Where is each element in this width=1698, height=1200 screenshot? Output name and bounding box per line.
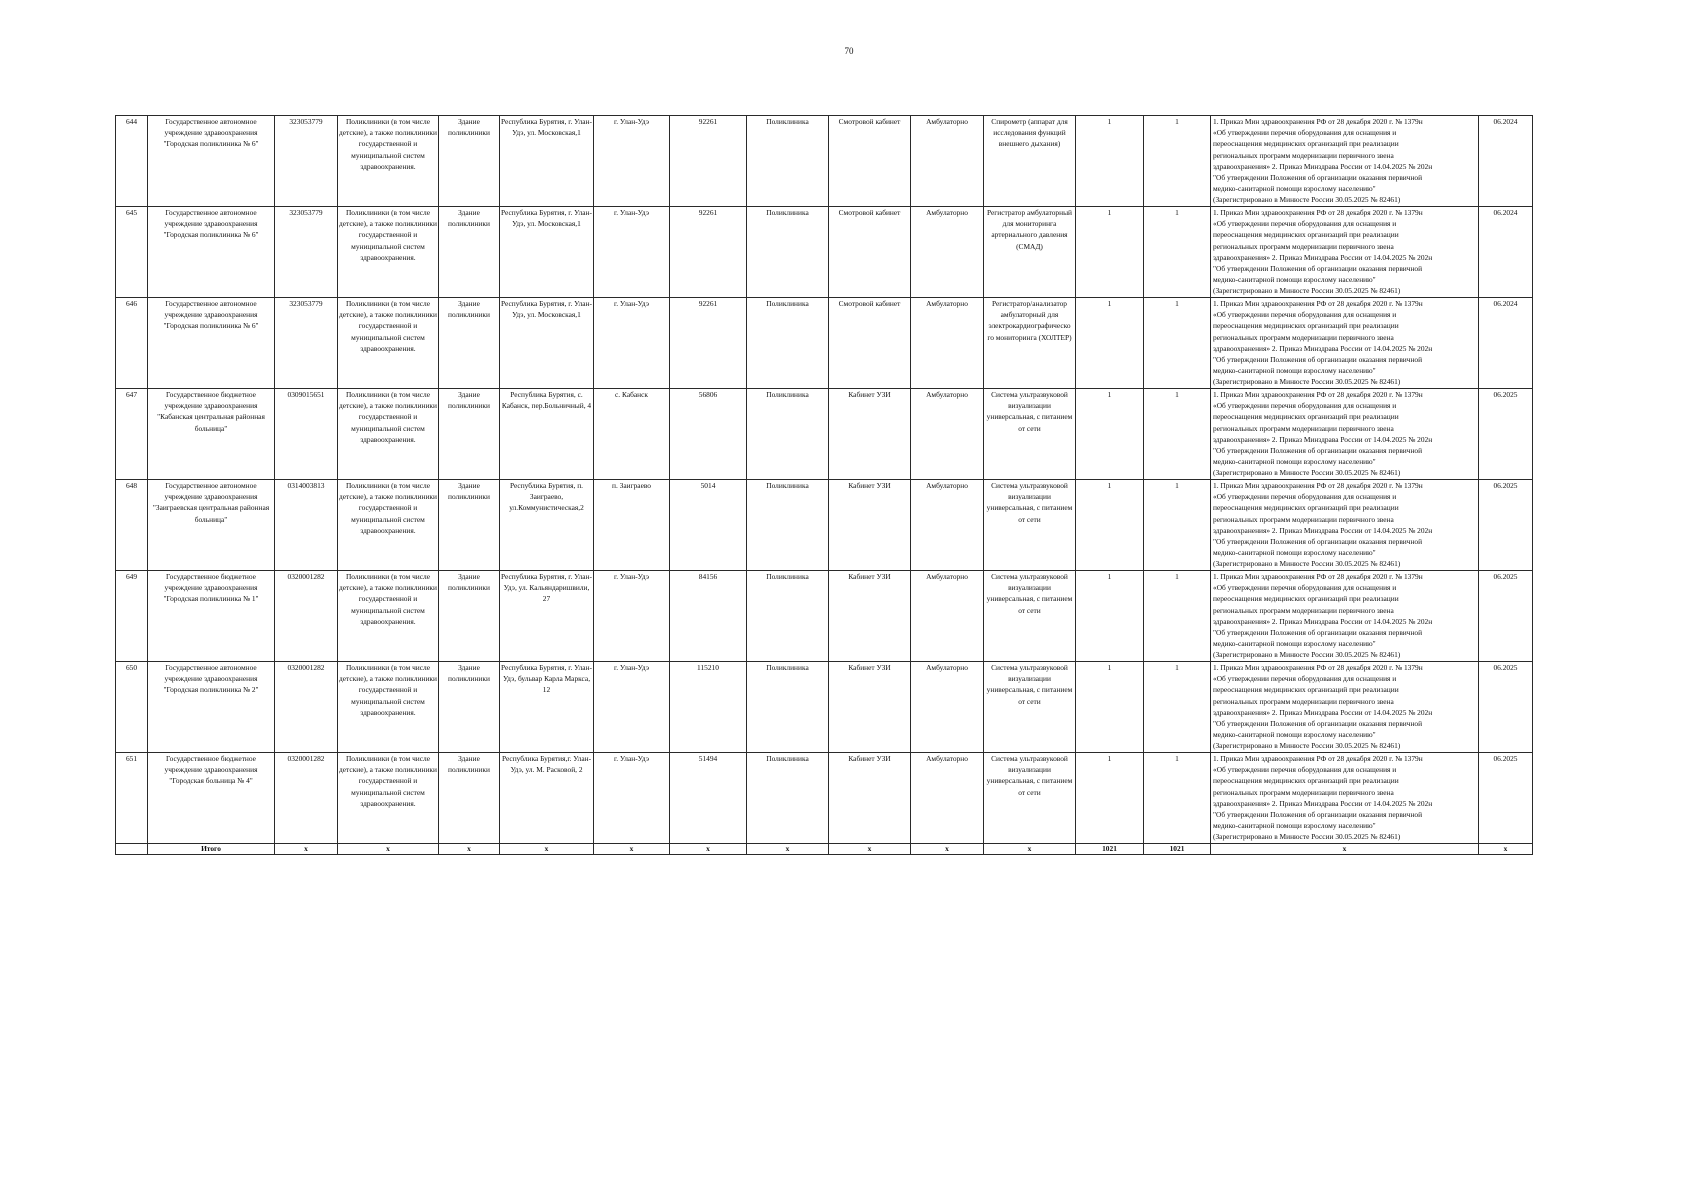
inn-cell: 323053779 — [275, 207, 338, 298]
row-number-cell: 649 — [116, 571, 148, 662]
locality-cell: г. Улан-Удэ — [594, 207, 670, 298]
equipment-cell: Система ультразвуковой визуализации универсальная, с питанием от сети — [984, 480, 1076, 571]
date-cell: 06.2024 — [1479, 298, 1533, 389]
care-condition-cell: Амбулаторно — [911, 207, 984, 298]
legal-basis-line: региональных программ модернизации первичного звена — [1213, 241, 1394, 251]
date-cell: 06.2025 — [1479, 662, 1533, 753]
unit-cell: Поликлиника — [747, 480, 829, 571]
unit-cell: Поликлиника — [747, 207, 829, 298]
legal-basis-line: «Об утверждении перечня оборудования для оснащения и — [1213, 492, 1397, 502]
total-placeholder-cell: x — [747, 844, 829, 855]
legal-basis-line: «Об утверждении перечня оборудования для оснащения и — [1213, 128, 1397, 138]
legal-basis-line: переоснащения медицинских организаций при реализации — [1213, 503, 1399, 513]
legal-basis-cell — [1211, 753, 1479, 844]
quantity-plan-cell: 1 — [1076, 298, 1144, 389]
total-placeholder-cell: x — [1479, 844, 1533, 855]
room-cell: Кабинет УЗИ — [829, 571, 911, 662]
room-cell: Кабинет УЗИ — [829, 662, 911, 753]
population-cell: 51494 — [670, 753, 747, 844]
quantity-fact-cell: 1 — [1144, 298, 1211, 389]
date-cell: 06.2025 — [1479, 480, 1533, 571]
building-cell: Здание поликлиники — [439, 207, 500, 298]
facility-category-cell: Поликлиники (в том числе детские), а также поликлиники государственной и муниципальной систем здравоохранения. — [338, 753, 439, 844]
legal-basis-line: переоснащения медицинских организаций при реализации — [1213, 594, 1399, 604]
address-cell: Республика Бурятия, г. Улан-Удэ, ул. Московская,1 — [500, 207, 594, 298]
legal-basis-cell — [1211, 480, 1479, 571]
facility-category-cell: Поликлиники (в том числе детские), а также поликлиники государственной и муниципальной систем здравоохранения. — [338, 480, 439, 571]
address-cell: Республика Бурятия, п. Заиграево, ул.Коммунистическая,2 — [500, 480, 594, 571]
facility-category-cell: Поликлиники (в том числе детские), а также поликлиники государственной и муниципальной систем здравоохранения. — [338, 389, 439, 480]
legal-basis-line: (Зарегистрировано в Минюсте России 30.05.2025 № 82461) — [1213, 195, 1401, 205]
quantity-fact-cell: 1 — [1144, 207, 1211, 298]
legal-basis-line: 1. Приказ Мин здравоохранения РФ от 28 декабря 2020 г. № 1379н — [1213, 117, 1423, 126]
facility-category-cell: Поликлиники (в том числе детские), а также поликлиники государственной и муниципальной систем здравоохранения. — [338, 298, 439, 389]
unit-cell: Поликлиника — [747, 662, 829, 753]
legal-basis-line: "Об утверждении Положения об организации оказания первичной — [1213, 719, 1423, 729]
legal-basis-line: переоснащения медицинских организаций при реализации — [1213, 321, 1399, 331]
locality-cell: г. Улан-Удэ — [594, 753, 670, 844]
legal-basis-line: региональных программ модернизации первичного звена — [1213, 150, 1394, 160]
care-condition-cell: Амбулаторно — [911, 389, 984, 480]
locality-cell: г. Улан-Удэ — [594, 298, 670, 389]
equipment-cell: Спирометр (аппарат для исследования функций внешнего дыхания) — [984, 116, 1076, 207]
total-placeholder-cell: x — [911, 844, 984, 855]
building-cell: Здание поликлиники — [439, 480, 500, 571]
address-cell: Республика Бурятия, г. Улан-Удэ, бульвар Карла Маркса, 12 — [500, 662, 594, 753]
address-cell: Республика Бурятия, г. Улан-Удэ, ул. Кальяндаришвили, 27 — [500, 571, 594, 662]
quantity-plan-cell: 1 — [1076, 389, 1144, 480]
legal-basis-line: здравоохранения» 2. Приказ Минздрава России от 14.04.2025 № 202н — [1213, 707, 1433, 717]
organization-cell: Государственное бюджетное учреждение здравоохранения "Городская больница № 4" — [148, 753, 275, 844]
row-number-cell: 646 — [116, 298, 148, 389]
legal-basis-line: "Об утверждении Положения об организации оказания первичной — [1213, 264, 1423, 274]
building-cell: Здание поликлиники — [439, 389, 500, 480]
quantity-plan-cell: 1 — [1076, 662, 1144, 753]
table-row — [116, 116, 1533, 207]
building-cell: Здание поликлиники — [439, 298, 500, 389]
legal-basis-line: переоснащения медицинских организаций при реализации — [1213, 139, 1399, 149]
quantity-fact-cell: 1 — [1144, 753, 1211, 844]
building-cell: Здание поликлиники — [439, 662, 500, 753]
legal-basis-line: медико-санитарной помощи взрослому населению" — [1213, 548, 1376, 558]
facility-category-cell: Поликлиники (в том числе детские), а также поликлиники государственной и муниципальной систем здравоохранения. — [338, 116, 439, 207]
legal-basis-cell — [1211, 298, 1479, 389]
legal-basis-line: «Об утверждении перечня оборудования для оснащения и — [1213, 765, 1397, 775]
legal-basis-line: региональных программ модернизации первичного звена — [1213, 605, 1394, 615]
care-condition-cell: Амбулаторно — [911, 662, 984, 753]
legal-basis-line: 1. Приказ Мин здравоохранения РФ от 28 декабря 2020 г. № 1379н — [1213, 481, 1423, 490]
quantity-fact-cell: 1 — [1144, 480, 1211, 571]
population-cell: 84156 — [670, 571, 747, 662]
row-number-cell: 648 — [116, 480, 148, 571]
unit-cell: Поликлиника — [747, 389, 829, 480]
legal-basis-line: 1. Приказ Мин здравоохранения РФ от 28 декабря 2020 г. № 1379н — [1213, 572, 1423, 581]
legal-basis-line: «Об утверждении перечня оборудования для оснащения и — [1213, 310, 1397, 320]
table-row — [116, 480, 1533, 571]
address-cell: Республика Бурятия,г. Улан-Удэ, ул. М. Расковой, 2 — [500, 753, 594, 844]
table-body — [116, 116, 1533, 855]
locality-cell: г. Улан-Удэ — [594, 116, 670, 207]
equipment-register-table — [115, 115, 1533, 855]
legal-basis-line: (Зарегистрировано в Минюсте России 30.05.2025 № 82461) — [1213, 468, 1401, 478]
organization-cell: Государственное автономное учреждение здравоохранения "Городская поликлиника № 2" — [148, 662, 275, 753]
locality-cell: п. Заиграево — [594, 480, 670, 571]
quantity-fact-cell: 1 — [1144, 116, 1211, 207]
locality-cell: г. Улан-Удэ — [594, 571, 670, 662]
row-number-cell: 645 — [116, 207, 148, 298]
quantity-plan-cell: 1 — [1076, 753, 1144, 844]
total-placeholder-cell: x — [338, 844, 439, 855]
organization-cell: Государственное автономное учреждение здравоохранения "Городская поликлиника № 6" — [148, 116, 275, 207]
facility-category-cell: Поликлиники (в том числе детские), а также поликлиники государственной и муниципальной систем здравоохранения. — [338, 571, 439, 662]
legal-basis-line: переоснащения медицинских организаций при реализации — [1213, 230, 1399, 240]
legal-basis-line: "Об утверждении Положения об организации оказания первичной — [1213, 537, 1423, 547]
legal-basis-line: "Об утверждении Положения об организации оказания первичной — [1213, 173, 1423, 183]
quantity-fact-cell: 1 — [1144, 662, 1211, 753]
total-placeholder-cell: x — [594, 844, 670, 855]
unit-cell: Поликлиника — [747, 753, 829, 844]
quantity-fact-cell: 1 — [1144, 571, 1211, 662]
table-row — [116, 571, 1533, 662]
unit-cell: Поликлиника — [747, 571, 829, 662]
total-quantity-plan-cell: 1021 — [1076, 844, 1144, 855]
legal-basis-line: региональных программ модернизации первичного звена — [1213, 514, 1394, 524]
legal-basis-line: (Зарегистрировано в Минюсте России 30.05.2025 № 82461) — [1213, 741, 1401, 751]
population-cell: 56806 — [670, 389, 747, 480]
quantity-plan-cell: 1 — [1076, 571, 1144, 662]
inn-cell: 0320001282 — [275, 753, 338, 844]
care-condition-cell: Амбулаторно — [911, 571, 984, 662]
room-cell: Смотровой кабинет — [829, 116, 911, 207]
locality-cell: г. Улан-Удэ — [594, 662, 670, 753]
legal-basis-line: 1. Приказ Мин здравоохранения РФ от 28 декабря 2020 г. № 1379н — [1213, 208, 1423, 217]
table-row — [116, 207, 1533, 298]
legal-basis-line: здравоохранения» 2. Приказ Минздрава России от 14.04.2025 № 202н — [1213, 616, 1433, 626]
date-cell: 06.2025 — [1479, 389, 1533, 480]
row-number-cell: 647 — [116, 389, 148, 480]
room-cell: Смотровой кабинет — [829, 298, 911, 389]
table-row — [116, 298, 1533, 389]
legal-basis-line: (Зарегистрировано в Минюсте России 30.05.2025 № 82461) — [1213, 377, 1401, 387]
equipment-cell: Система ультразвуковой визуализации универсальная, с питанием от сети — [984, 389, 1076, 480]
inn-cell: 0309015651 — [275, 389, 338, 480]
equipment-cell: Система ультразвуковой визуализации универсальная, с питанием от сети — [984, 662, 1076, 753]
legal-basis-line: медико-санитарной помощи взрослому населению" — [1213, 275, 1376, 285]
building-cell: Здание поликлиники — [439, 116, 500, 207]
quantity-fact-cell: 1 — [1144, 389, 1211, 480]
legal-basis-line: переоснащения медицинских организаций при реализации — [1213, 685, 1399, 695]
legal-basis-cell — [1211, 116, 1479, 207]
legal-basis-line: «Об утверждении перечня оборудования для оснащения и — [1213, 219, 1397, 229]
legal-basis-line: 1. Приказ Мин здравоохранения РФ от 28 декабря 2020 г. № 1379н — [1213, 299, 1423, 308]
legal-basis-line: (Зарегистрировано в Минюсте России 30.05.2025 № 82461) — [1213, 286, 1401, 296]
organization-cell: Государственное автономное учреждение здравоохранения "Городская поликлиника № 6" — [148, 298, 275, 389]
total-placeholder-cell: x — [984, 844, 1076, 855]
legal-basis-line: "Об утверждении Положения об организации оказания первичной — [1213, 628, 1423, 638]
legal-basis-line: региональных программ модернизации первичного звена — [1213, 423, 1394, 433]
table-row — [116, 662, 1533, 753]
legal-basis-line: "Об утверждении Положения об организации оказания первичной — [1213, 446, 1423, 456]
legal-basis-line: «Об утверждении перечня оборудования для оснащения и — [1213, 674, 1397, 684]
address-cell: Республика Бурятия, с. Кабанск, пер.Больничный, 4 — [500, 389, 594, 480]
quantity-plan-cell: 1 — [1076, 116, 1144, 207]
legal-basis-line: здравоохранения» 2. Приказ Минздрава России от 14.04.2025 № 202н — [1213, 525, 1433, 535]
legal-basis-line: 1. Приказ Мин здравоохранения РФ от 28 декабря 2020 г. № 1379н — [1213, 754, 1423, 763]
date-cell: 06.2025 — [1479, 571, 1533, 662]
row-number-cell: 651 — [116, 753, 148, 844]
legal-basis-line: медико-санитарной помощи взрослому населению" — [1213, 366, 1376, 376]
table-row — [116, 753, 1533, 844]
legal-basis-line: здравоохранения» 2. Приказ Минздрава России от 14.04.2025 № 202н — [1213, 161, 1433, 171]
facility-category-cell: Поликлиники (в том числе детские), а также поликлиники государственной и муниципальной систем здравоохранения. — [338, 207, 439, 298]
date-cell: 06.2024 — [1479, 207, 1533, 298]
legal-basis-line: (Зарегистрировано в Минюсте России 30.05.2025 № 82461) — [1213, 650, 1401, 660]
legal-basis-line: здравоохранения» 2. Приказ Минздрава России от 14.04.2025 № 202н — [1213, 252, 1433, 262]
facility-category-cell: Поликлиники (в том числе детские), а также поликлиники государственной и муниципальной систем здравоохранения. — [338, 662, 439, 753]
total-row — [116, 844, 1533, 855]
care-condition-cell: Амбулаторно — [911, 480, 984, 571]
legal-basis-cell — [1211, 207, 1479, 298]
row-number-cell: 650 — [116, 662, 148, 753]
legal-basis-line: медико-санитарной помощи взрослому населению" — [1213, 639, 1376, 649]
organization-cell: Государственное автономное учреждение здравоохранения "Городская поликлиника № 6" — [148, 207, 275, 298]
legal-basis-line: региональных программ модернизации первичного звена — [1213, 332, 1394, 342]
population-cell: 92261 — [670, 116, 747, 207]
date-cell: 06.2025 — [1479, 753, 1533, 844]
table-row — [116, 389, 1533, 480]
equipment-cell: Система ультразвуковой визуализации универсальная, с питанием от сети — [984, 753, 1076, 844]
legal-basis-line: медико-санитарной помощи взрослому населению" — [1213, 821, 1376, 831]
organization-cell: Государственное бюджетное учреждение здравоохранения "Городская поликлиника № 1" — [148, 571, 275, 662]
inn-cell: 0320001282 — [275, 662, 338, 753]
inn-cell: 0320001282 — [275, 571, 338, 662]
legal-basis-line: (Зарегистрировано в Минюсте России 30.05.2025 № 82461) — [1213, 832, 1401, 842]
legal-basis-line: 1. Приказ Мин здравоохранения РФ от 28 декабря 2020 г. № 1379н — [1213, 663, 1423, 672]
care-condition-cell: Амбулаторно — [911, 298, 984, 389]
total-empty-cell — [116, 844, 148, 855]
care-condition-cell: Амбулаторно — [911, 116, 984, 207]
address-cell: Республика Бурятия, г. Улан-Удэ, ул. Московская,1 — [500, 116, 594, 207]
population-cell: 5014 — [670, 480, 747, 571]
total-placeholder-cell: x — [275, 844, 338, 855]
legal-basis-line: «Об утверждении перечня оборудования для оснащения и — [1213, 401, 1397, 411]
equipment-cell: Регистратор амбулаторный для мониторинга артериального давления (СМАД) — [984, 207, 1076, 298]
legal-basis-line: 1. Приказ Мин здравоохранения РФ от 28 декабря 2020 г. № 1379н — [1213, 390, 1423, 399]
legal-basis-line: медико-санитарной помощи взрослому населению" — [1213, 184, 1376, 194]
legal-basis-line: (Зарегистрировано в Минюсте России 30.05.2025 № 82461) — [1213, 559, 1401, 569]
total-placeholder-cell: x — [670, 844, 747, 855]
room-cell: Кабинет УЗИ — [829, 389, 911, 480]
room-cell: Кабинет УЗИ — [829, 480, 911, 571]
legal-basis-line: переоснащения медицинских организаций при реализации — [1213, 412, 1399, 422]
quantity-plan-cell: 1 — [1076, 480, 1144, 571]
legal-basis-cell — [1211, 389, 1479, 480]
population-cell: 115210 — [670, 662, 747, 753]
legal-basis-line: здравоохранения» 2. Приказ Минздрава России от 14.04.2025 № 202н — [1213, 798, 1433, 808]
room-cell: Смотровой кабинет — [829, 207, 911, 298]
legal-basis-line: переоснащения медицинских организаций при реализации — [1213, 776, 1399, 786]
equipment-cell: Регистратор/анализатор амбулаторный для электрокардиографическо го мониторинга (ХОЛТЕР) — [984, 298, 1076, 389]
organization-cell: Государственное бюджетное учреждение здравоохранения "Кабанская центральная районная больница" — [148, 389, 275, 480]
total-placeholder-cell: x — [439, 844, 500, 855]
legal-basis-line: региональных программ модернизации первичного звена — [1213, 696, 1394, 706]
legal-basis-line: здравоохранения» 2. Приказ Минздрава России от 14.04.2025 № 202н — [1213, 343, 1433, 353]
inn-cell: 0314003813 — [275, 480, 338, 571]
population-cell: 92261 — [670, 207, 747, 298]
room-cell: Кабинет УЗИ — [829, 753, 911, 844]
legal-basis-line: здравоохранения» 2. Приказ Минздрава России от 14.04.2025 № 202н — [1213, 434, 1433, 444]
quantity-plan-cell: 1 — [1076, 207, 1144, 298]
care-condition-cell: Амбулаторно — [911, 753, 984, 844]
unit-cell: Поликлиника — [747, 116, 829, 207]
building-cell: Здание поликлиники — [439, 571, 500, 662]
equipment-cell: Система ультразвуковой визуализации универсальная, с питанием от сети — [984, 571, 1076, 662]
legal-basis-line: "Об утверждении Положения об организации оказания первичной — [1213, 810, 1423, 820]
unit-cell: Поликлиника — [747, 298, 829, 389]
address-cell: Республика Бурятия, г. Улан-Удэ, ул. Московская,1 — [500, 298, 594, 389]
total-placeholder-cell: x — [829, 844, 911, 855]
legal-basis-cell — [1211, 662, 1479, 753]
legal-basis-line: медико-санитарной помощи взрослому населению" — [1213, 457, 1376, 467]
organization-cell: Государственное автономное учреждение здравоохранения "Заиграевская центральная районная больница" — [148, 480, 275, 571]
total-placeholder-cell: x — [1211, 844, 1479, 855]
total-quantity-fact-cell: 1021 — [1144, 844, 1211, 855]
population-cell: 92261 — [670, 298, 747, 389]
legal-basis-cell — [1211, 571, 1479, 662]
legal-basis-line: «Об утверждении перечня оборудования для оснащения и — [1213, 583, 1397, 593]
locality-cell: с. Кабанск — [594, 389, 670, 480]
row-number-cell: 644 — [116, 116, 148, 207]
total-label-cell: Итого — [148, 844, 275, 855]
legal-basis-line: медико-санитарной помощи взрослому населению" — [1213, 730, 1376, 740]
page-number: 70 — [844, 46, 854, 56]
inn-cell: 323053779 — [275, 298, 338, 389]
legal-basis-line: "Об утверждении Положения об организации оказания первичной — [1213, 355, 1423, 365]
legal-basis-line: региональных программ модернизации первичного звена — [1213, 787, 1394, 797]
date-cell: 06.2024 — [1479, 116, 1533, 207]
total-placeholder-cell: x — [500, 844, 594, 855]
inn-cell: 323053779 — [275, 116, 338, 207]
building-cell: Здание поликлиники — [439, 753, 500, 844]
